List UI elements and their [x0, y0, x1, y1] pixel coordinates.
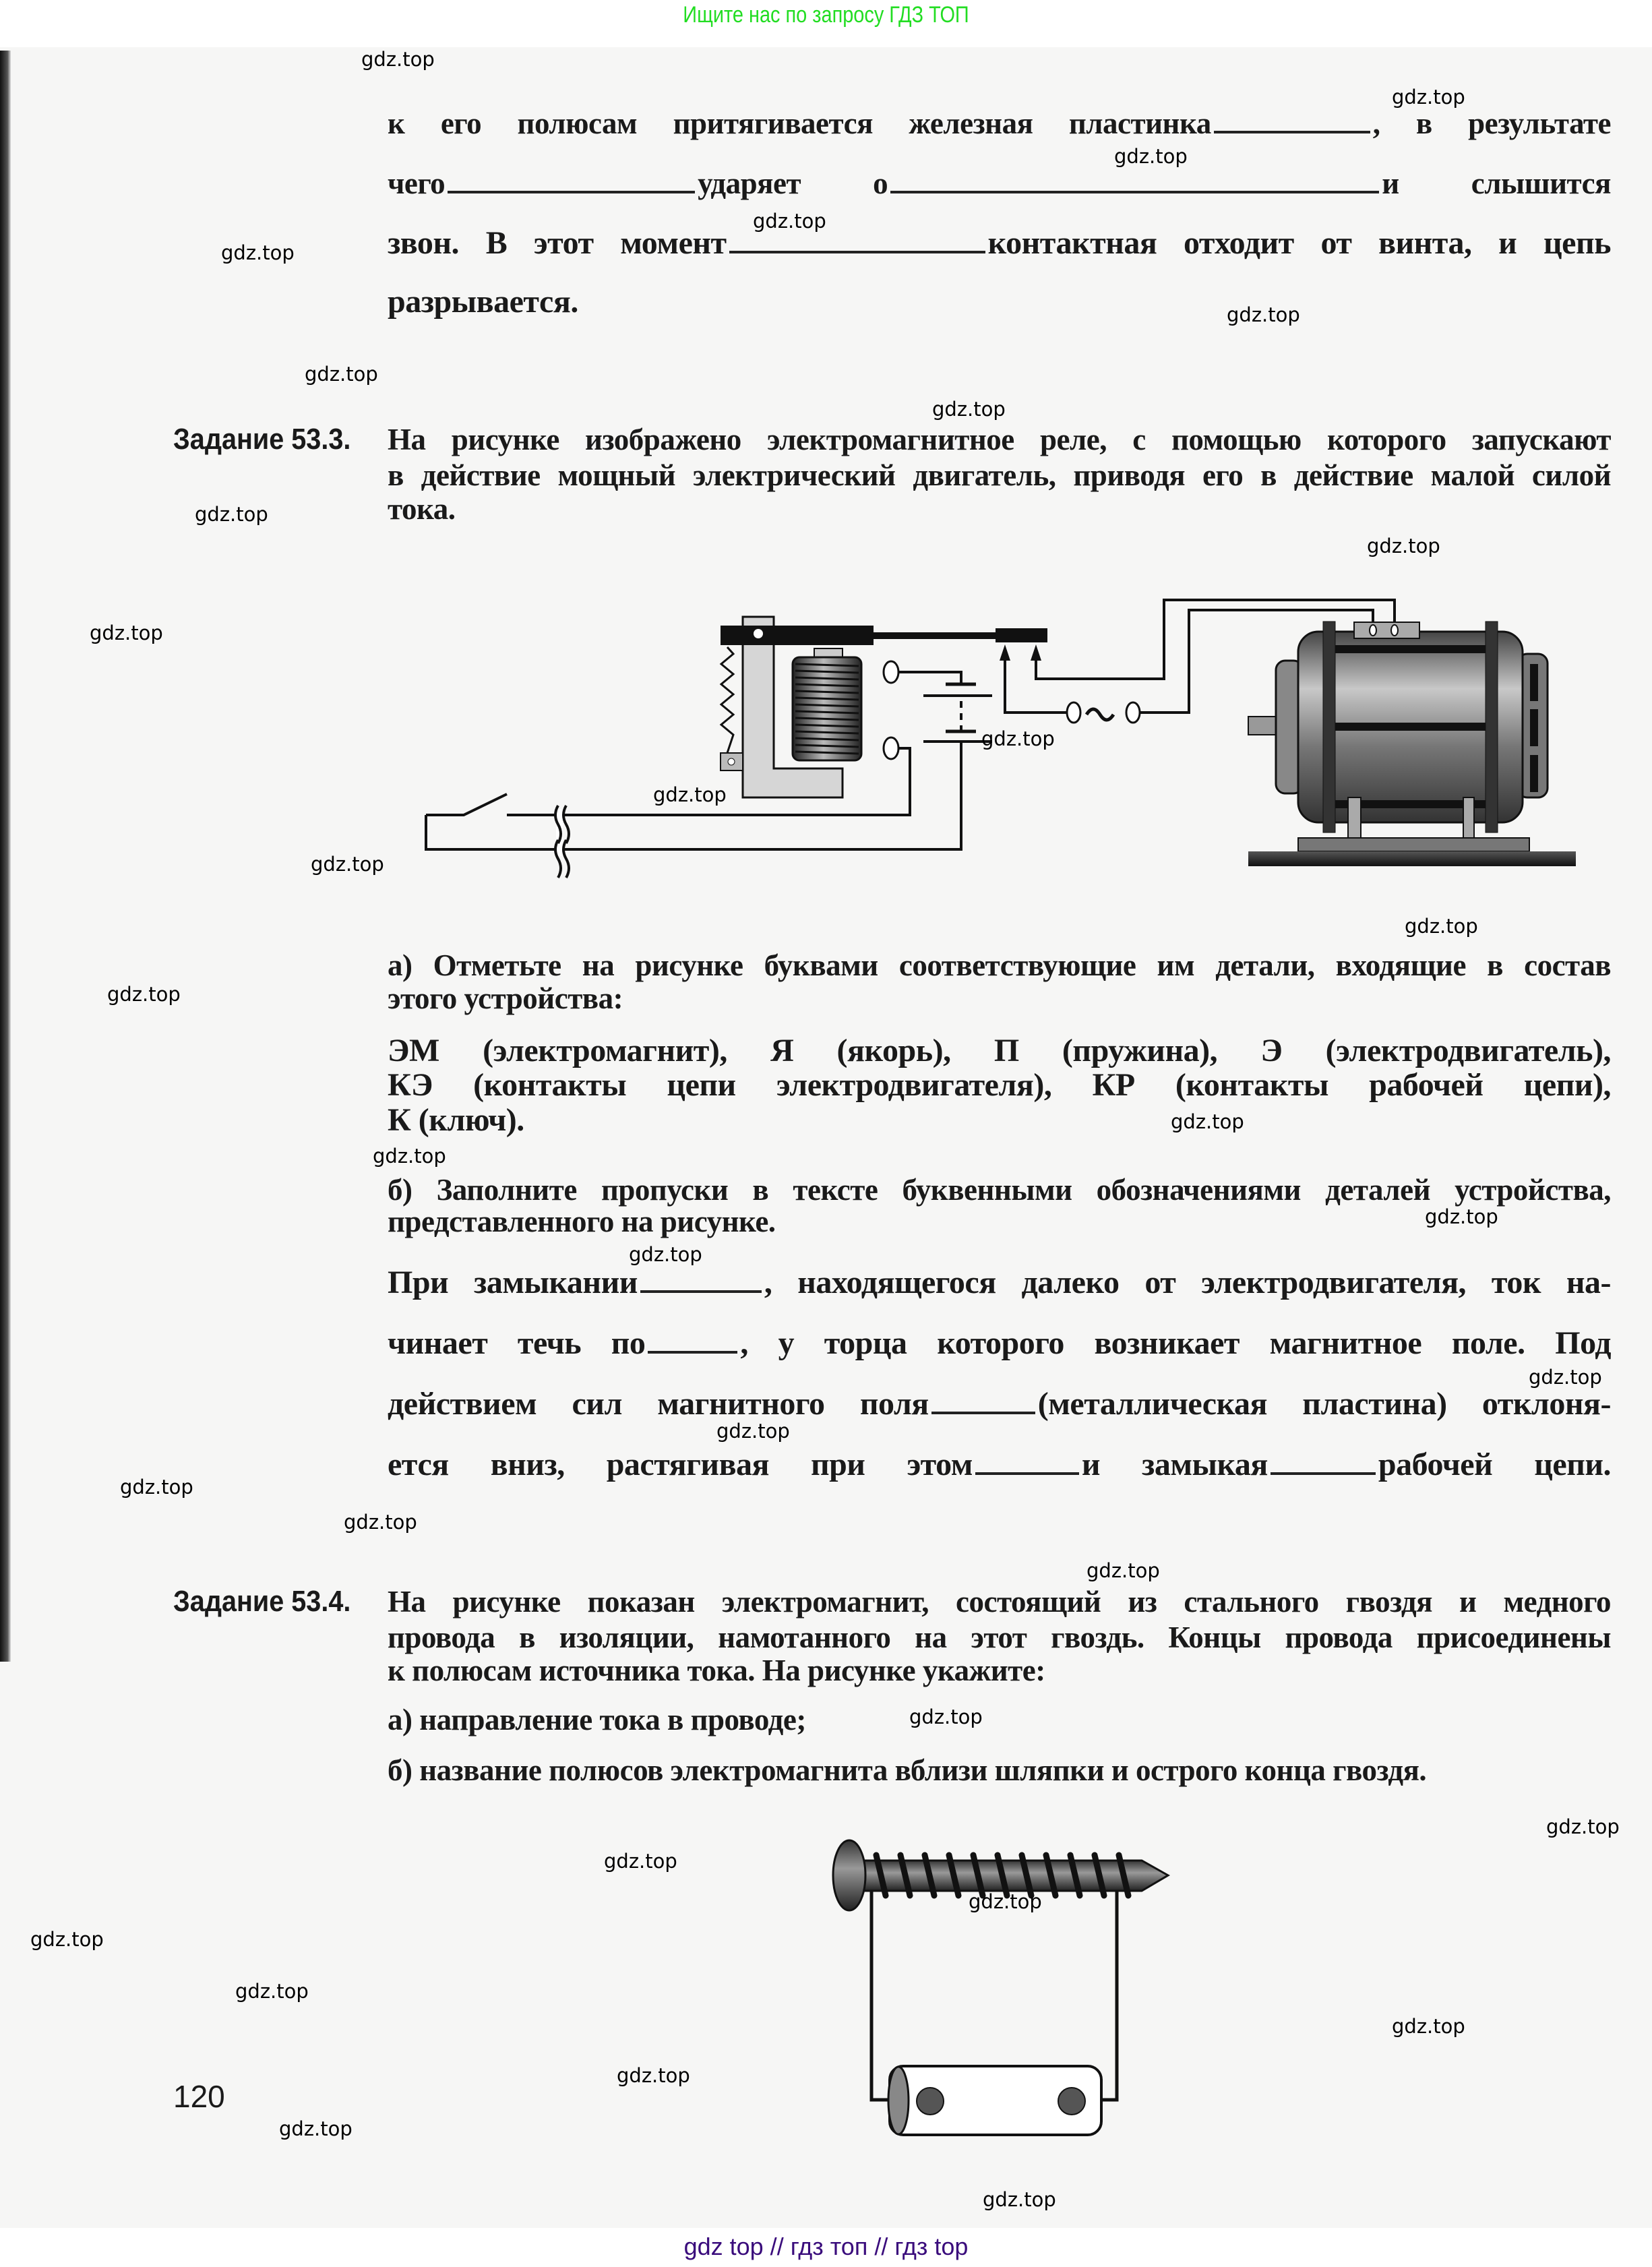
watermark: gdz.top: [1405, 915, 1478, 938]
watermark: gdz.top: [1114, 145, 1188, 168]
watermark: gdz.top: [279, 2117, 353, 2140]
watermark: gdz.top: [1392, 86, 1465, 109]
fill-blank[interactable]: [1271, 1445, 1376, 1475]
watermark: gdz.top: [1227, 303, 1300, 326]
task-53-3-part-b: представленного на рисунке.: [388, 1205, 776, 1238]
fill-line-4: [388, 1445, 1611, 1484]
fill-line-2: [388, 1324, 1611, 1362]
text: (металлическая пластина) отклоня-: [1037, 1386, 1612, 1422]
spring: [721, 647, 733, 753]
intro-line-3: [388, 224, 1611, 262]
text: действием сил магнитного поля: [388, 1386, 929, 1422]
fill-blank[interactable]: [975, 1445, 1079, 1475]
watermark: gdz.top: [235, 1980, 309, 2003]
wire: [1099, 1887, 1117, 2100]
intro-line-1: [388, 104, 1611, 142]
watermark: gdz.top: [195, 503, 268, 526]
armature-rod: [874, 632, 996, 639]
watermark: gdz.top: [305, 363, 378, 386]
watermark: gdz.top: [361, 48, 435, 71]
fill-blank[interactable]: [648, 1324, 737, 1354]
watermark: gdz.top: [1425, 1205, 1498, 1228]
nail-head: [833, 1840, 865, 1910]
task-53-3-part-b: б) Заполните пропуски в тексте буквенными обозначениями деталей устройства,: [388, 1173, 1611, 1207]
electric-motor: [1248, 622, 1576, 866]
watermark: gdz.top: [30, 1928, 104, 1951]
watermark: gdz.top: [716, 1420, 790, 1443]
text: , находящегося далеко от электродвигателя, ток на-: [764, 1265, 1612, 1300]
text: рабочей цепи.: [1378, 1447, 1612, 1482]
intro-line-4: разрывается.: [388, 284, 578, 320]
task-53-4-line: На рисунке показан электромагнит, состоящий из стального гвоздя и медного: [388, 1585, 1611, 1619]
coil-terminal: [884, 661, 898, 683]
watermark: gdz.top: [120, 1476, 193, 1499]
watermark: gdz.top: [969, 1890, 1042, 1913]
text: чего: [388, 167, 446, 200]
source-terminal: [1126, 702, 1140, 723]
watermark: gdz.top: [373, 1145, 446, 1168]
watermark: gdz.top: [1087, 1559, 1160, 1582]
text: к его полюсам притягивается железная пластинка: [388, 107, 1211, 140]
watermark: gdz.top: [344, 1511, 417, 1534]
text: звон. В этот момент: [388, 225, 727, 261]
watermark: gdz.top: [653, 783, 727, 806]
task-53-4-line: к полюсам источника тока. На рисунке укажите:: [388, 1654, 1045, 1687]
component-list-line: КЭ (контакты цепи электродвигателя), КР (контакты рабочей цепи),: [388, 1067, 1611, 1103]
task-53-3-title: Задание 53.3.: [173, 423, 351, 456]
text: ется вниз, растягивая при этом: [388, 1447, 973, 1482]
watermark: gdz.top: [90, 622, 163, 644]
source-terminal: [1067, 702, 1080, 723]
text: , у торца которого возникает магнитное поле. Под: [740, 1325, 1612, 1361]
watermark: gdz.top: [1367, 535, 1440, 557]
wire: [871, 1887, 896, 2100]
footer-banner[interactable]: gdz top // гдз топ // гдз top: [683, 2233, 969, 2260]
text: ударяет о: [698, 167, 888, 200]
armature: [721, 626, 874, 645]
watermark: gdz.top: [311, 853, 384, 876]
contact-arrows: [1000, 644, 1041, 667]
contact-block: [996, 628, 1047, 642]
task-53-4-line: провода в изоляции, намотанного на этот гвоздь. Концы провода присоединены: [388, 1621, 1611, 1654]
text: и замыкая: [1081, 1447, 1268, 1482]
page-number: 120: [173, 2079, 225, 2114]
text: чинает течь по: [388, 1325, 646, 1361]
task-53-4-part-a: а) направление тока в проводе;: [388, 1703, 806, 1736]
fill-blank[interactable]: [890, 164, 1379, 193]
task-53-4-title: Задание 53.4.: [173, 1585, 351, 1618]
watermark: gdz.top: [107, 983, 181, 1006]
text: , в результате: [1372, 107, 1611, 140]
intro-line-2: [388, 164, 1611, 202]
task-53-3-line: в действие мощный электрический двигатель, приводя его в действие малой силой: [388, 458, 1611, 492]
watermark: gdz.top: [909, 1705, 983, 1728]
watermark: gdz.top: [983, 2188, 1056, 2211]
page-binding-edge: [0, 51, 11, 1662]
fill-blank[interactable]: [1214, 104, 1370, 133]
watermark: gdz.top: [629, 1243, 702, 1266]
watermark: gdz.top: [1171, 1110, 1244, 1133]
watermark: gdz.top: [981, 727, 1055, 750]
watermark: gdz.top: [932, 398, 1006, 421]
task-53-3-part-a: а) Отметьте на рисунке буквами соответствующие им детали, входящие в состав: [388, 948, 1611, 982]
task-53-3-line: тока.: [388, 492, 456, 526]
fill-line-3: [388, 1385, 1611, 1423]
battery-terminal: [917, 2088, 944, 2115]
watermark: gdz.top: [604, 1850, 677, 1873]
text: контактная отходит от винта, и цепь: [987, 225, 1611, 261]
task-53-3-part-a: этого устройства:: [388, 981, 623, 1015]
fill-line-1: [388, 1263, 1611, 1302]
watermark: gdz.top: [617, 2064, 690, 2087]
header-banner[interactable]: Ищите нас по запросу ГДЗ ТОП: [683, 2, 969, 28]
coil-terminal: [884, 737, 898, 759]
component-list-line: К (ключ).: [388, 1102, 524, 1138]
component-list-line: ЭМ (электромагнит), Я (якорь), П (пружина), Э (электродвигатель),: [388, 1033, 1611, 1068]
watermark: gdz.top: [221, 241, 295, 264]
text: При замыкании: [388, 1265, 638, 1300]
fill-blank[interactable]: [931, 1385, 1035, 1414]
watermark: gdz.top: [1392, 2015, 1465, 2038]
battery-terminal: [1058, 2088, 1085, 2115]
watermark: gdz.top: [753, 210, 826, 233]
task-53-4-part-b: б) название полюсов электромагнита вблизи шляпки и острого конца гвоздя.: [388, 1753, 1427, 1787]
task-53-3-line: На рисунке изображено электромагнитное реле, с помощью которого запускают: [388, 423, 1611, 456]
nail-electromagnet-diagram: [822, 1827, 1180, 2144]
pivot: [754, 629, 763, 638]
watermark: gdz.top: [1529, 1366, 1602, 1389]
fill-blank[interactable]: [448, 164, 695, 193]
watermark: gdz.top: [1546, 1815, 1620, 1838]
text: и слышится: [1382, 167, 1611, 200]
fill-blank[interactable]: [640, 1263, 762, 1293]
